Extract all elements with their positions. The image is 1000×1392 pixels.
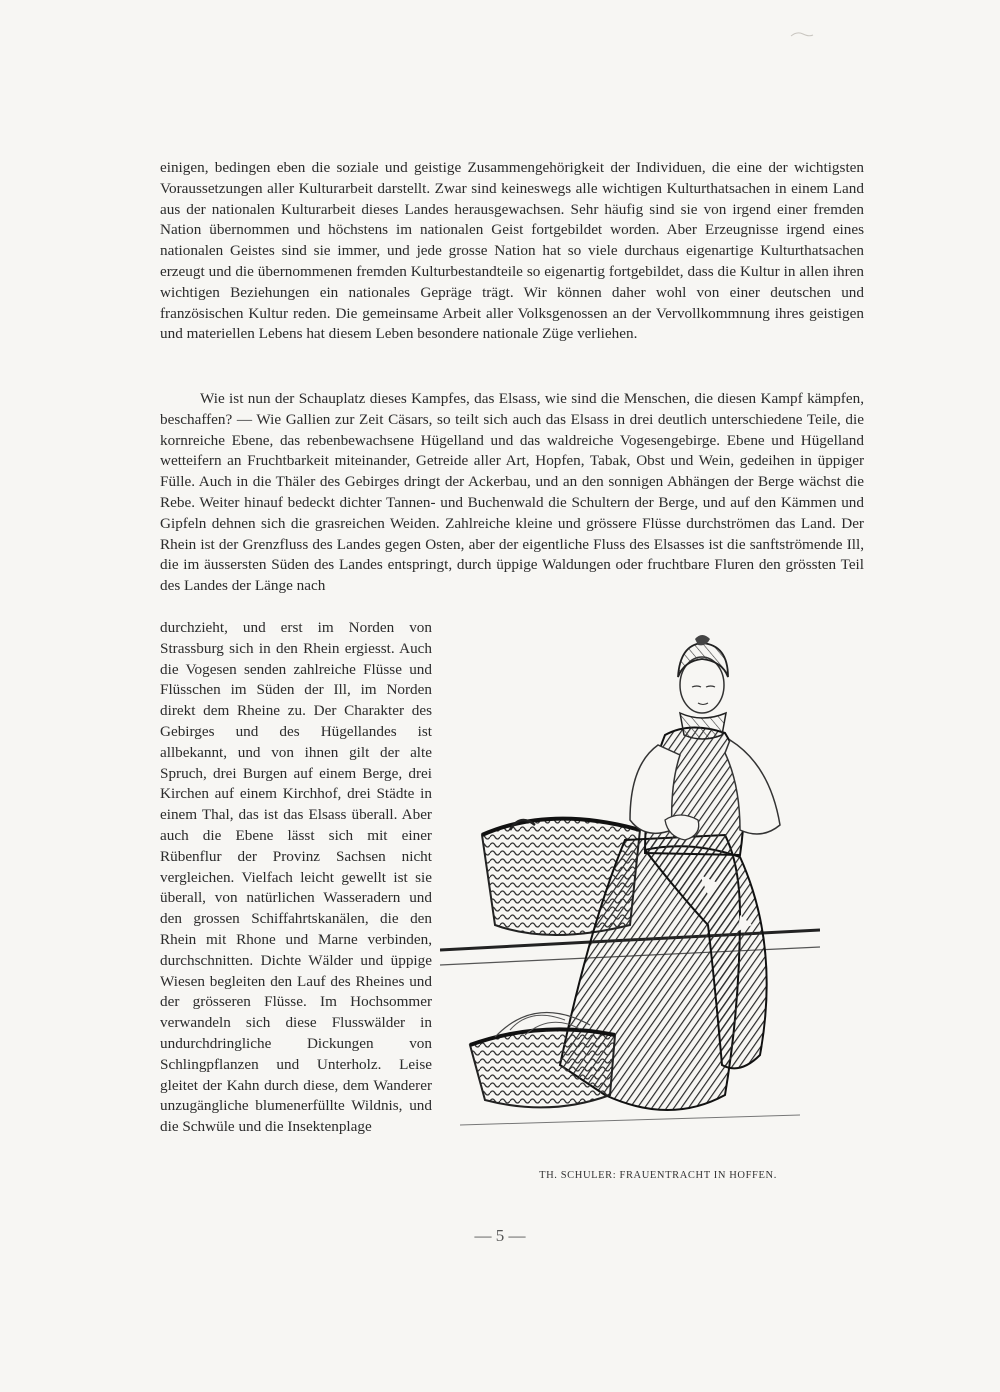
body-paragraph-1: einigen, bedingen eben die soziale und geistige Zusammengehörigkeit der Individuen, die eine der wichtigsten Voraussetzungen aller Kulturarbeit darstellt. Zwar sind keineswegs alle wichtigen Kulturthatsachen in einem Land aus der nationalen Kulturarbeit dieses Landes herausgewachsen. Sehr häufig sind sie von irgend einer fremden Nation übernommen und höchstens im nationalen Geist fortgebildet worden. Aber Erzeugnisse irgend eines nationalen Geistes sind sie immer, und jede grosse Nation hat so viele durchaus eigenartige Kulturthatsachen erzeugt und die übernommenen fremden Kulturbestandteile so eigenartig fortgebildet, dass die Kultur in allen ihren wichtigen Beziehungen ein nationales Gepräge trägt. Wir können daher wohl von einer deutschen und französischen Kultur reden. Die gemeinsame Arbeit aller Volksgenossen an der Vervollkommnung ihres geistigen und materiellen Lebens hat diesem Leben besondere nationale Züge verliehen. — [160, 159, 864, 343]
body-paragraph-2: Wie ist nun der Schauplatz dieses Kampfes, das Elsass, wie sind die Menschen, die diesen Kampf kämpfen, beschaffen? — Wie Gallien zur Zeit Cäsars, so teilt sich auch das Elsass in drei deutlich unterschiedene Teile, die kornreiche Ebene, das rebenbewachsene Hügelland und das waldreiche Vogesengebirge. Ebene und Hügelland wetteifern an Fruchtbarkeit miteinander, Getreide aller Art, Hopfen, Tabak, Obst und Wein, gedeihen in üppiger Fülle. Auch in die Thäler des Gebirges dringt der Ackerbau, und an den sonnigen Abhängen der Berge wächst die Rebe. Weiter hinauf bedeckt dichter Tannen- und Buchenwald die Schultern der Berge, und auf den Kämmen und Gipfeln dehnen sich die grasreichen Weiden. Zahlreiche kleine und grössere Flüsse durchströmen das Land. Der Rhein ist der Grenzfluss des Landes gegen Osten, aber der eigentliche Fluss des Elsasses ist die sanftströmende Ill, die im äussersten Süden des Landes entspringt, durch üppige Waldungen oder fruchtbare Fluren den grössten Teil des Landes der Länge nach — [160, 390, 864, 595]
figure-caption: TH. SCHULER: FRAUENTRACHT IN HOFFEN. — [539, 1170, 777, 1181]
woman-in-traditional-costume-illustration — [440, 625, 820, 1170]
body-column-text: durchzieht, und erst im Norden von Strassburg sich in den Rhein ergiesst. Auch die Vogesen senden zahlreiche Flüsse und Flüsschen im Süden der Ill, im Norden direkt dem Rheine zu. Der Charakter des Gebirges und des Hügellandes ist allbekannt, und von ihnen gilt der alte Spruch, drei Burgen auf einem Berge, drei Kirchen auf einem Kirchhof, drei Städte in einem Thal, das ist das Elsass überall. Aber auch die Ebene lässt sich mit einer Rübenflur der Provinz Sachsen nicht vergleichen. Vielfach leicht gewellt ist sie überall, von natürlichen Wasseradern und den grossen Schiffahrtskanälen, die den Rhein mit Rhone und Marne verbinden, durchschnitten. Dichte Wälder und üppige Wiesen begleiten den Lauf des Rheines und der grösseren Flüsse. Im Hochsommer verwandeln sich diese Flusswälder in undurchdringliche Dickungen von Schlingpflanzen und Unterholz. Leise gleitet der Kahn durch diese, dem Wanderer unzugängliche blumenerfüllte Wildnis, und die Schwüle und die Insektenplage — [160, 619, 432, 1136]
stray-mark — [789, 30, 815, 40]
page-number: — 5 — — [474, 1226, 526, 1245]
